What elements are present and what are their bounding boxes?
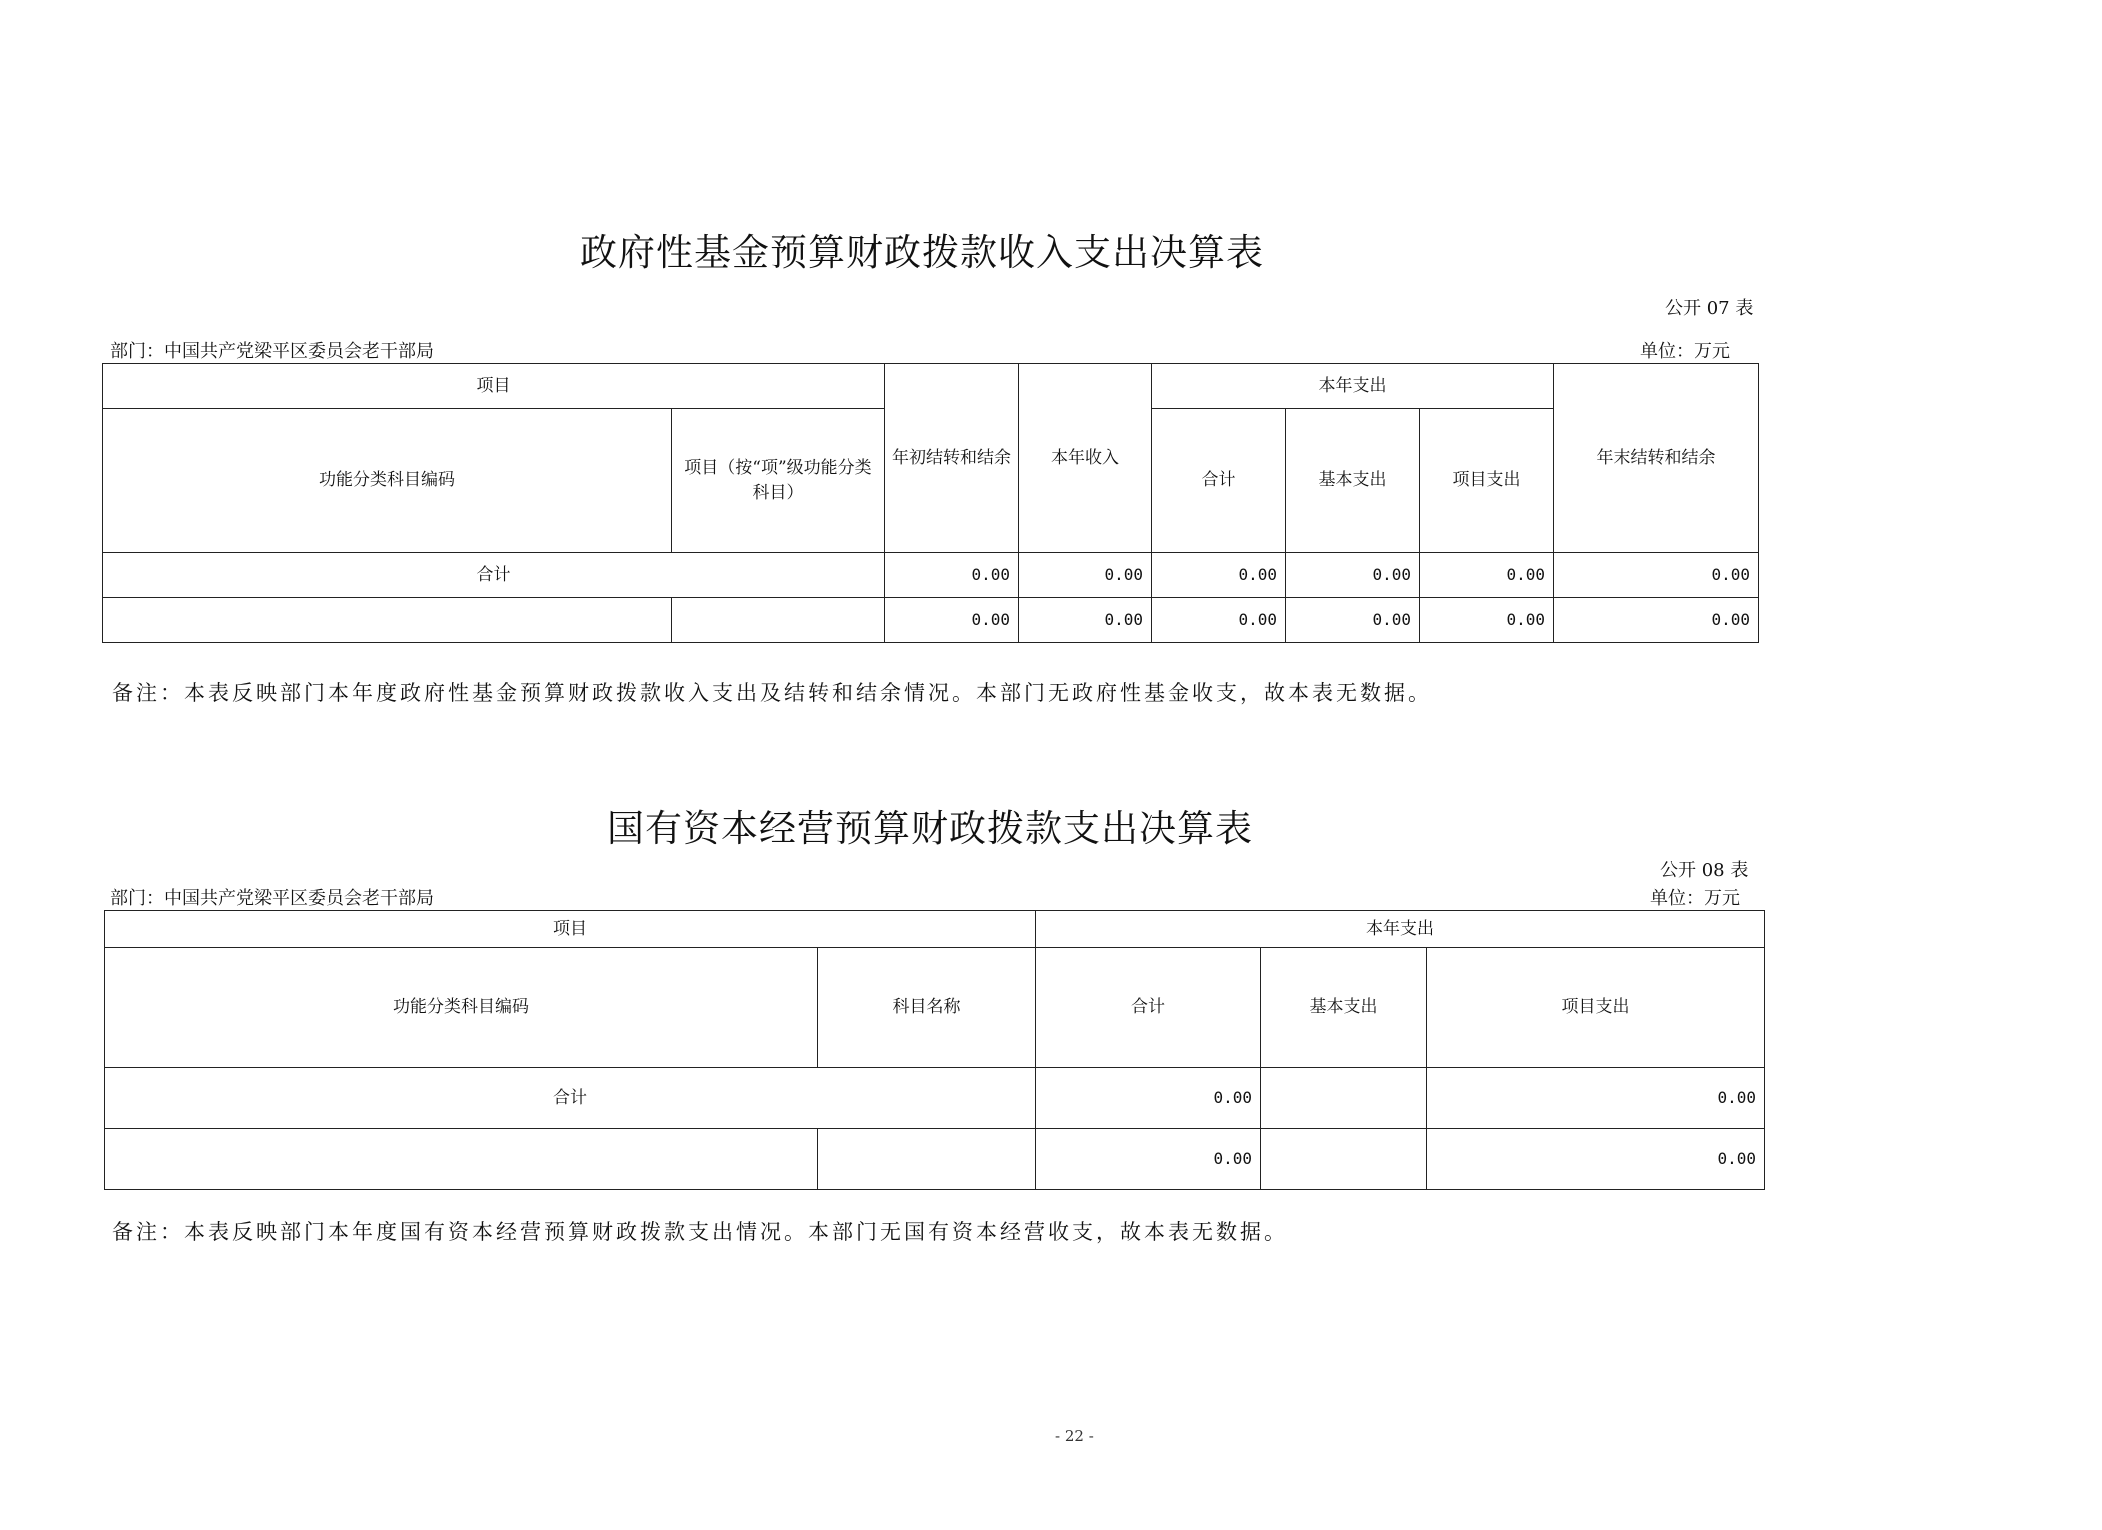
table08 [104, 910, 1765, 1190]
row-name [818, 1129, 1036, 1190]
table08-department: 部门：中国共产党梁平区委员会老干部局 [110, 888, 434, 909]
row-end: 0.00 [1554, 598, 1759, 643]
total-spend-project: 0.00 [1420, 553, 1554, 598]
table07-note: 备注：本表反映部门本年度政府性基金预算财政拨款收入支出及结转和结余情况。本部门无政府性基金收支，故本表无数据。 [112, 681, 1432, 705]
header-end-balance: 年末结转和结余 [1554, 364, 1759, 553]
total-label: 合计 [103, 553, 885, 598]
table07-department: 部门：中国共产党梁平区委员会老干部局 [110, 341, 434, 362]
total-spend-project: 0.00 [1427, 1068, 1765, 1129]
table08-unit: 单位：万元 [1650, 888, 1740, 909]
total-income: 0.00 [1019, 553, 1152, 598]
header-total: 合计 [1036, 948, 1261, 1068]
total-spend-total: 0.00 [1036, 1068, 1261, 1129]
header-basic: 基本支出 [1261, 948, 1427, 1068]
total-spend-basic: 0.00 [1286, 553, 1420, 598]
header-basic: 基本支出 [1286, 409, 1420, 553]
table-row [105, 1129, 1765, 1190]
row-begin: 0.00 [885, 598, 1019, 643]
total-begin: 0.00 [885, 553, 1019, 598]
header-income: 本年收入 [1019, 364, 1152, 553]
header-total: 合计 [1152, 409, 1286, 553]
row-spend-total: 0.00 [1152, 598, 1286, 643]
header-function-code: 功能分类科目编码 [105, 948, 818, 1068]
header-begin-balance: 年初结转和结余 [885, 364, 1019, 553]
header-item-name: 项目（按“项”级功能分类科目） [672, 409, 885, 553]
header-annual-spending: 本年支出 [1152, 364, 1554, 409]
total-spend-basic [1261, 1068, 1427, 1129]
row-code [103, 598, 672, 643]
total-label: 合计 [105, 1068, 1036, 1129]
table-row [103, 598, 1759, 643]
header-function-code: 功能分类科目编码 [103, 409, 672, 553]
row-spend-project: 0.00 [1420, 598, 1554, 643]
table07 [102, 363, 1759, 643]
table08-note: 备注：本表反映部门本年度国有资本经营预算财政拨款支出情况。本部门无国有资本经营收支，故本表无数据。 [112, 1220, 1288, 1244]
header-item: 项目 [105, 911, 1036, 948]
table08-code: 公开 08 表 [1660, 860, 1749, 881]
row-code [105, 1129, 818, 1190]
table07-title: 政府性基金预算财政拨款收入支出决算表 [580, 231, 1264, 274]
header-annual-spending: 本年支出 [1036, 911, 1765, 948]
header-project: 项目支出 [1427, 948, 1765, 1068]
table07-unit: 单位：万元 [1640, 341, 1730, 362]
table-row [105, 1068, 1765, 1129]
total-spend-total: 0.00 [1152, 553, 1286, 598]
row-name [672, 598, 885, 643]
header-subject-name: 科目名称 [818, 948, 1036, 1068]
row-spend-basic [1261, 1129, 1427, 1190]
row-income: 0.00 [1019, 598, 1152, 643]
table07-code: 公开 07 表 [1665, 298, 1754, 319]
row-spend-basic: 0.00 [1286, 598, 1420, 643]
table08-title: 国有资本经营预算财政拨款支出决算表 [607, 807, 1253, 850]
row-spend-total: 0.00 [1036, 1129, 1261, 1190]
table-row [103, 553, 1759, 598]
header-item: 项目 [103, 364, 885, 409]
page-number: - 22 - [1055, 1427, 1094, 1445]
header-project: 项目支出 [1420, 409, 1554, 553]
total-end: 0.00 [1554, 553, 1759, 598]
row-spend-project: 0.00 [1427, 1129, 1765, 1190]
